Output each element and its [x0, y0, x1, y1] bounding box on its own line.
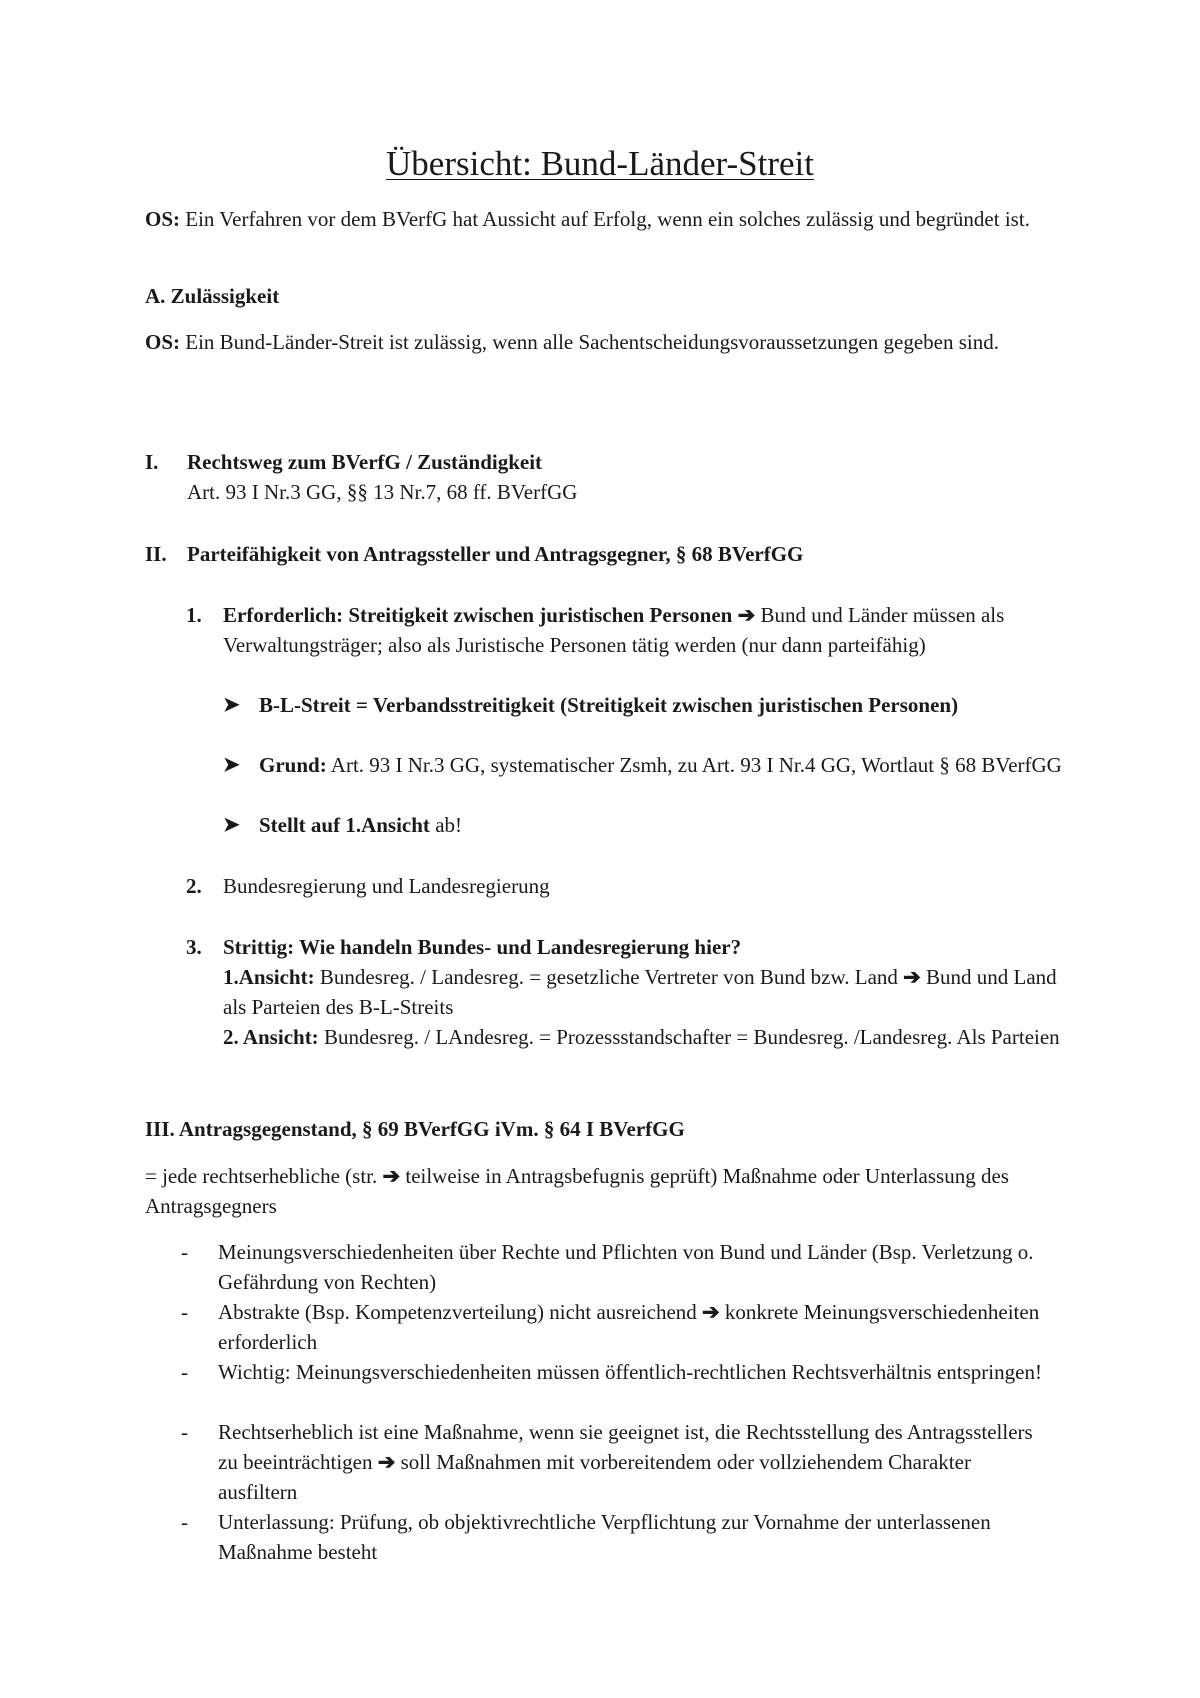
roman-1-block: [187, 447, 1067, 507]
intro-label: OS:: [145, 207, 181, 231]
dash-list-item: [181, 1297, 1051, 1357]
dash-list-item: [181, 1357, 1051, 1387]
roman-3-heading: III. Antragsgegenstand, § 69 BVerfGG iVm. § 64 I BVerfGG: [145, 1117, 685, 1141]
roman-1-number: I.: [145, 450, 159, 474]
arrow-right-icon: ➔: [702, 1300, 720, 1324]
arrow-right-icon: ➔: [377, 1450, 396, 1474]
section-a-heading: A. Zulässigkeit: [145, 284, 280, 308]
view-2-text: [223, 1022, 1063, 1052]
dash-item-text: Meinungsverschiedenheiten über Rechte und Pflichten von Bund und Länder (Bsp. Verletzung o. Gefährdung von Rechten): [218, 1240, 1034, 1294]
item-3-heading: Strittig: Wie handeln Bundes- und Landesregierung hier?: [223, 935, 742, 959]
item-3-block: [223, 932, 1063, 1052]
page-title: Übersicht: Bund-Länder-Streit: [386, 144, 814, 183]
item-1-bold: Erforderlich: Streitigkeit zwischen juristischen Personen: [223, 603, 738, 627]
intro-paragraph: [145, 204, 1045, 234]
roman-1-heading: Rechtsweg zum BVerfG / Zuständigkeit: [187, 450, 543, 474]
item-2-number: 2.: [186, 874, 202, 898]
roman-2-heading: Parteifähigkeit von Antragssteller und Antragsgegner, § 68 BVerfGG: [187, 542, 804, 566]
item-1-body: Bund und Länder müssen als Verwaltungsträger; also als Juristische Personen tätig werden (nur dann parteifähig): [223, 603, 1005, 657]
dash-bullet: -: [181, 1360, 188, 1384]
item-1-number: 1.: [186, 603, 202, 627]
dash-item-text-2: soll Maßnahmen mit vorbereitendem oder vollziehendem Charakter ausfiltern: [218, 1450, 971, 1504]
dash-list-item: [181, 1507, 1051, 1567]
item-1-bullet: [223, 690, 1063, 720]
roman-3-intro-b: teilweise in Antragsbefugnis geprüft) Maßnahme oder Unterlassung des Antragsgegners: [145, 1164, 1009, 1218]
dash-bullet: -: [181, 1420, 188, 1444]
roman-1-text: Art. 93 I Nr.3 GG, §§ 13 Nr.7, 68 ff. BVerfGG: [187, 480, 578, 504]
bullet-text: Art. 93 I Nr.3 GG, systematischer Zsmh, zu Art. 93 I Nr.4 GG, Wortlaut § 68 BVerfGG: [326, 753, 1062, 777]
view-2-label: 2. Ansicht:: [223, 1025, 319, 1049]
dash-bullet: -: [181, 1510, 188, 1534]
view-1-body-2: Bund und Land als Parteien des B-L-Streits: [223, 965, 1057, 1019]
item-1-bullet: [223, 750, 1063, 780]
dash-list-item: [181, 1237, 1051, 1297]
bullet-text: ab!: [429, 813, 463, 837]
view-1-text: [223, 962, 1063, 1022]
bullet-bold: B-L-Streit = Verbandsstreitigkeit (Streitigkeit zwischen juristischen Personen): [259, 693, 959, 717]
item-2-text: Bundesregierung und Landesregierung: [223, 874, 550, 898]
arrowhead-bullet-icon: ➤: [223, 814, 240, 836]
dash-item-text: Abstrakte (Bsp. Kompetenzverteilung) nicht ausreichend: [218, 1300, 703, 1324]
view-1-body: Bundesreg. / Landesreg. = gesetzliche Vertreter von Bund bzw. Land: [314, 965, 904, 989]
view-1-label: 1.Ansicht:: [223, 965, 315, 989]
section-a-os-paragraph: [145, 327, 1045, 357]
bullet-bold: Grund:: [259, 753, 327, 777]
intro-text: Ein Verfahren vor dem BVerfG hat Aussicht auf Erfolg, wenn ein solches zulässig und begründet ist.: [180, 207, 1030, 231]
arrow-right-icon: ➔: [737, 603, 756, 627]
arrow-right-icon: ➔: [382, 1164, 401, 1188]
arrow-right-icon: ➔: [903, 965, 921, 989]
section-a-os-text: Ein Bund-Länder-Streit ist zulässig, wenn alle Sachentscheidungsvoraussetzungen gegeben sind.: [180, 330, 999, 354]
arrowhead-bullet-icon: ➤: [223, 754, 240, 776]
dash-bullet: -: [181, 1300, 188, 1324]
bullet-bold: Stellt auf 1.Ansicht: [259, 813, 430, 837]
dash-item-text: Wichtig: Meinungsverschiedenheiten müssen öffentlich-rechtlichen Rechtsverhältnis entspringen!: [218, 1360, 1042, 1384]
roman-3-intro: [145, 1161, 1045, 1221]
arrowhead-bullet-icon: ➤: [223, 694, 240, 716]
item-1-bullet: [223, 810, 1063, 840]
roman-2-number: II.: [145, 542, 167, 566]
roman-3-intro-a: = jede rechtserhebliche (str.: [145, 1164, 383, 1188]
dash-list-item: [181, 1417, 1051, 1507]
dash-item-text: Rechtserheblich ist eine Maßnahme, wenn sie geeignet ist, die Rechtsstellung des Antragsstellers zu beeinträchtigen: [218, 1420, 1033, 1474]
dash-item-text-2: konkrete Meinungsverschiedenheiten erforderlich: [218, 1300, 1040, 1354]
section-a-os-label: OS:: [145, 330, 181, 354]
dash-bullet: -: [181, 1240, 188, 1264]
item-1-text: [223, 600, 1063, 660]
dash-item-text: Unterlassung: Prüfung, ob objektivrechtliche Verpflichtung zur Vornahme der unterlassenen Maßnahme besteht: [218, 1510, 991, 1564]
item-3-number: 3.: [186, 935, 202, 959]
view-2-body: Bundesreg. / LAndesreg. = Prozessstandschafter = Bundesreg. /Landesreg. Als Parteien: [318, 1025, 1060, 1049]
